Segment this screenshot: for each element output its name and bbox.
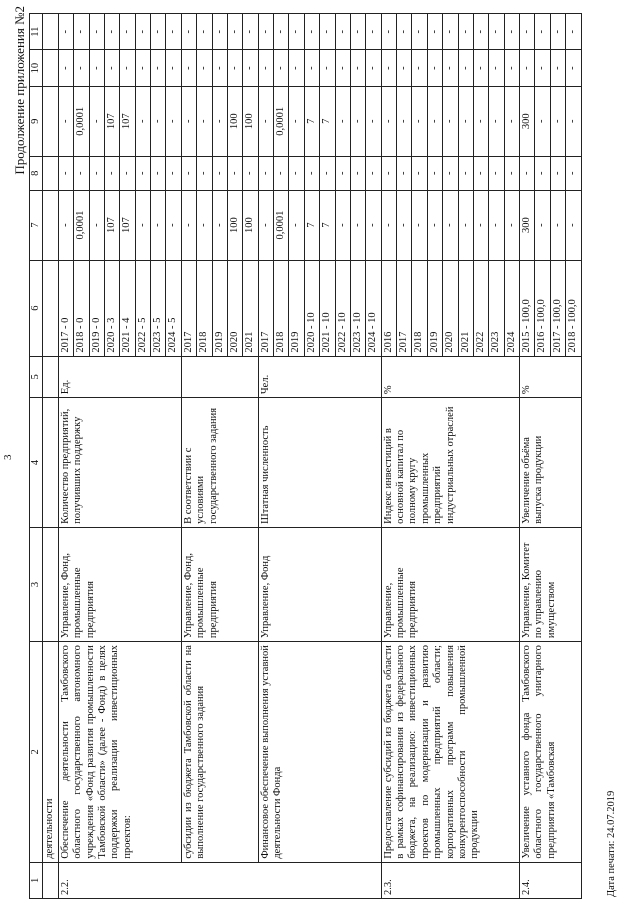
funding-value: - (504, 50, 519, 86)
column-header: 1 (30, 862, 43, 898)
funding-value: 0,0001 (74, 190, 89, 260)
funding-value: - (166, 86, 181, 156)
year-value: 2020 (227, 260, 242, 356)
funding-value: - (412, 156, 427, 190)
funding-value: - (427, 86, 442, 156)
responsible-executor: Управление, Фонд, промышленные предприятия (181, 527, 258, 641)
funding-value: 0,0001 (274, 190, 289, 260)
column-header: 8 (30, 156, 43, 190)
year-value: 2017 - 0 (58, 260, 73, 356)
funding-value: - (58, 86, 73, 156)
funding-value: - (550, 14, 565, 50)
funding-value: - (58, 14, 73, 50)
funding-value: - (135, 50, 150, 86)
funding-value: - (550, 50, 565, 86)
header-row (30, 14, 43, 899)
activity-name: Предоставление субсидий из бюджета области в рамках софинансирования из федерального бюджета, на реализацию: инвестиционных проектов по модернизации и развитию промышленных предприятий области; корпоративных программ повышения конкурентоспособности промышленной продукции (381, 642, 519, 863)
funding-value: - (258, 156, 273, 190)
activity-name: субсидии из бюджета Тамбовской области на выполнение государственного задания (181, 642, 258, 863)
funding-value: - (227, 14, 242, 50)
year-value: 2024 - 10 (366, 260, 381, 356)
column-header: 11 (30, 14, 43, 50)
year-value: 2018 (412, 260, 427, 356)
year-value: 2019 (289, 260, 304, 356)
funding-value: - (151, 50, 166, 86)
funding-value: - (58, 50, 73, 86)
funding-value: - (135, 14, 150, 50)
unit-of-measure: % (381, 356, 519, 398)
year-value: 2024 - 5 (166, 260, 181, 356)
year-value: 2020 - 10 (304, 260, 319, 356)
funding-value: - (181, 14, 196, 50)
funding-value: - (135, 156, 150, 190)
funding-value: - (227, 50, 242, 86)
funding-value: - (181, 86, 196, 156)
year-value: 2023 - 5 (151, 260, 166, 356)
funding-value: - (566, 86, 581, 156)
funding-value: - (166, 190, 181, 260)
table-body (43, 14, 581, 899)
page-number: 3 (2, 454, 14, 460)
appendix-subtitle: Продолжение приложения №2 (12, 6, 27, 175)
year-value: 2022 - 5 (135, 260, 150, 356)
funding-value: - (397, 14, 412, 50)
indicator-name: Индекс инвестиций в основной капитал по полному кругу промышленных предприятий индустриальных отраслей (381, 398, 519, 528)
funding-value: 107 (120, 190, 135, 260)
funding-value: - (473, 190, 488, 260)
funding-value: - (535, 14, 550, 50)
year-value: 2019 - 0 (89, 260, 104, 356)
funding-value: - (212, 50, 227, 86)
funding-value: - (181, 156, 196, 190)
funding-value: - (350, 50, 365, 86)
funding-value: - (135, 190, 150, 260)
funding-value: - (427, 156, 442, 190)
year-value: 2019 (427, 260, 442, 356)
table-row (520, 14, 535, 899)
funding-value: - (335, 86, 350, 156)
funding-value: - (504, 156, 519, 190)
indicator-name: Количество предприятий, получивших поддержку (58, 398, 181, 528)
funding-value: - (320, 50, 335, 86)
funding-value: - (274, 156, 289, 190)
column-header: 7 (30, 190, 43, 260)
funding-value: - (197, 50, 212, 86)
year-value: 2023 - 10 (350, 260, 365, 356)
funding-value: - (212, 156, 227, 190)
funding-value: - (443, 190, 458, 260)
year-value: 2022 - 10 (335, 260, 350, 356)
funding-value: - (504, 14, 519, 50)
column-header: 4 (30, 398, 43, 528)
unit-of-measure: % (520, 356, 582, 398)
funding-value: - (166, 14, 181, 50)
funding-value: - (289, 86, 304, 156)
funding-value: - (366, 14, 381, 50)
indicator-name: Увеличение объёма выпуска продукции (520, 398, 582, 528)
funding-value: 7 (304, 86, 319, 156)
funding-value: - (397, 190, 412, 260)
unit-of-measure (181, 356, 258, 398)
funding-value: - (320, 156, 335, 190)
funding-value: - (412, 190, 427, 260)
funding-value: 107 (104, 190, 119, 260)
funding-value: - (566, 14, 581, 50)
funding-value: - (151, 190, 166, 260)
item-number: 2.3. (381, 862, 519, 898)
funding-value: - (566, 156, 581, 190)
table-row (381, 14, 396, 899)
funding-value: - (274, 50, 289, 86)
funding-value: - (151, 86, 166, 156)
funding-value: 107 (104, 86, 119, 156)
funding-value: - (412, 50, 427, 86)
funding-value: - (181, 190, 196, 260)
continued-text: деятельности (43, 642, 58, 863)
funding-value: - (520, 14, 535, 50)
activity-name: Финансовое обеспечение выполнения уставной деятельности Фонда (258, 642, 381, 863)
funding-value: - (473, 156, 488, 190)
funding-value: - (566, 50, 581, 86)
item-number: 2.2. (58, 862, 381, 898)
funding-value: - (258, 190, 273, 260)
funding-value: - (335, 50, 350, 86)
funding-value: - (550, 156, 565, 190)
year-value: 2018 - 0 (74, 260, 89, 356)
funding-value: 107 (120, 86, 135, 156)
funding-value: - (258, 14, 273, 50)
funding-value: - (120, 14, 135, 50)
responsible-executor: Управление, Комитет по управлению имуществом (520, 527, 582, 641)
year-value: 2018 - 100,0 (566, 260, 581, 356)
funding-value: - (535, 190, 550, 260)
column-header: 9 (30, 86, 43, 156)
funding-value: 7 (320, 190, 335, 260)
funding-value: - (535, 50, 550, 86)
funding-value: - (566, 190, 581, 260)
year-value: 2021 (243, 260, 258, 356)
year-value: 2016 - 100,0 (535, 260, 550, 356)
funding-value: - (473, 14, 488, 50)
year-value: 2015 - 100,0 (520, 260, 535, 356)
funding-value: - (89, 156, 104, 190)
funding-value: - (197, 86, 212, 156)
funding-value: - (504, 190, 519, 260)
funding-value: - (458, 86, 473, 156)
year-value: 2016 (381, 260, 396, 356)
funding-value: 100 (227, 190, 242, 260)
funding-value: - (489, 50, 504, 86)
funding-value: - (258, 50, 273, 86)
funding-value: - (458, 190, 473, 260)
funding-value: - (381, 86, 396, 156)
funding-value: - (120, 50, 135, 86)
funding-value: - (289, 14, 304, 50)
funding-value: - (366, 50, 381, 86)
funding-value: - (135, 86, 150, 156)
column-header: 3 (30, 527, 43, 641)
year-value: 2023 (489, 260, 504, 356)
funding-value: - (458, 156, 473, 190)
funding-value: 100 (243, 86, 258, 156)
funding-value: - (212, 86, 227, 156)
activity-name: Обеспечение деятельности Тамбовского областного государственного автономного учреждения «Фонд развития промышленности Тамбовской области» (далее - Фонд) в целях поддержки реализации инвестиционных проектов: (58, 642, 181, 863)
year-value: 2021 (458, 260, 473, 356)
funding-value: 0,0001 (274, 86, 289, 156)
funding-value: - (258, 86, 273, 156)
funding-value: - (504, 86, 519, 156)
year-value: 2020 - 3 (104, 260, 119, 356)
funding-value: - (89, 190, 104, 260)
table-row (181, 14, 196, 899)
funding-value: - (366, 86, 381, 156)
unit-of-measure: Чел. (258, 356, 381, 398)
funding-value: - (304, 156, 319, 190)
column-header: 10 (30, 50, 43, 86)
funding-value: - (304, 14, 319, 50)
funding-value: - (443, 156, 458, 190)
funding-value: - (381, 190, 396, 260)
funding-value: - (489, 86, 504, 156)
funding-value: - (335, 14, 350, 50)
funding-value: - (74, 156, 89, 190)
funding-value: - (427, 50, 442, 86)
funding-value: - (473, 50, 488, 86)
funding-value: - (520, 50, 535, 86)
funding-value: - (520, 156, 535, 190)
year-value: 2019 (212, 260, 227, 356)
funding-value: - (350, 156, 365, 190)
year-value: 2017 (258, 260, 273, 356)
funding-value: - (274, 14, 289, 50)
table-row (58, 14, 73, 899)
funding-value: - (443, 86, 458, 156)
funding-value: - (89, 86, 104, 156)
funding-value: - (197, 14, 212, 50)
table-row (258, 14, 273, 899)
column-header: 6 (30, 260, 43, 356)
funding-value: - (427, 14, 442, 50)
funding-value: - (412, 14, 427, 50)
funding-value: - (243, 156, 258, 190)
funding-value: - (489, 156, 504, 190)
column-header: 5 (30, 356, 43, 398)
funding-value: - (74, 50, 89, 86)
funding-value: - (427, 190, 442, 260)
funding-value: - (74, 14, 89, 50)
funding-value: - (335, 156, 350, 190)
funding-value: - (166, 156, 181, 190)
funding-value: - (397, 50, 412, 86)
funding-value: - (458, 50, 473, 86)
year-value: 2017 - 100,0 (550, 260, 565, 356)
indicator-name: Штатная численность (258, 398, 381, 528)
funding-value: - (58, 190, 73, 260)
funding-value: - (535, 156, 550, 190)
funding-value: - (197, 156, 212, 190)
funding-value: - (366, 190, 381, 260)
funding-value: - (104, 14, 119, 50)
responsible-executor: Управление, Фонд, промышленные предприятия (58, 527, 181, 641)
funding-value: - (151, 14, 166, 50)
funding-value: - (289, 50, 304, 86)
funding-value: - (212, 14, 227, 50)
year-value: 2021 - 10 (320, 260, 335, 356)
table-row (43, 14, 58, 899)
funding-value: - (381, 14, 396, 50)
funding-value: - (212, 190, 227, 260)
funding-value: - (320, 14, 335, 50)
year-value: 2017 (181, 260, 196, 356)
funding-value: - (550, 86, 565, 156)
funding-value: - (489, 190, 504, 260)
print-date: Дата печати: 24.07.2019 (606, 790, 617, 897)
item-number: 2.4. (520, 862, 582, 898)
funding-value: - (350, 86, 365, 156)
responsible-executor: Управление, Фонд (258, 527, 381, 641)
funding-value: - (535, 86, 550, 156)
funding-value: - (227, 156, 242, 190)
funding-value: - (89, 14, 104, 50)
column-header: 2 (30, 642, 43, 863)
funding-value: - (350, 14, 365, 50)
funding-value: - (397, 86, 412, 156)
funding-value: 100 (227, 86, 242, 156)
funding-value: - (151, 156, 166, 190)
funding-value: - (473, 86, 488, 156)
funding-value: - (243, 50, 258, 86)
program-table (29, 13, 582, 899)
year-value: 2020 (443, 260, 458, 356)
funding-value: - (366, 156, 381, 190)
funding-value: - (335, 190, 350, 260)
indicator-name: В соответствии с условиями государственного задания (181, 398, 258, 528)
year-value: 2021 - 4 (120, 260, 135, 356)
funding-value: - (489, 14, 504, 50)
funding-value: - (443, 14, 458, 50)
funding-value: - (289, 156, 304, 190)
funding-value: - (181, 50, 196, 86)
funding-value: 300 (520, 86, 535, 156)
funding-value: - (120, 156, 135, 190)
funding-value: - (104, 156, 119, 190)
funding-value: 300 (520, 190, 535, 260)
funding-value: - (458, 14, 473, 50)
year-value: 2022 (473, 260, 488, 356)
year-value: 2017 (397, 260, 412, 356)
funding-value: - (89, 50, 104, 86)
funding-value: - (443, 50, 458, 86)
funding-value: 7 (304, 190, 319, 260)
funding-value: - (397, 156, 412, 190)
funding-value: - (412, 86, 427, 156)
funding-value: - (197, 190, 212, 260)
funding-value: 0,0001 (74, 86, 89, 156)
year-value: 2018 (197, 260, 212, 356)
funding-value: - (381, 156, 396, 190)
funding-value: 100 (243, 190, 258, 260)
funding-value: - (58, 156, 73, 190)
funding-value: - (243, 14, 258, 50)
funding-value: - (550, 190, 565, 260)
year-value: 2024 (504, 260, 519, 356)
funding-value: - (381, 50, 396, 86)
funding-value: - (104, 50, 119, 86)
funding-value: - (350, 190, 365, 260)
year-value: 2018 (274, 260, 289, 356)
funding-value: - (289, 190, 304, 260)
funding-value: - (166, 50, 181, 86)
activity-name: Увеличение уставного фонда Тамбовского областного государственного унитарного предприятия «Тамбовская (520, 642, 582, 863)
funding-value: 7 (320, 86, 335, 156)
funding-value: - (304, 50, 319, 86)
responsible-executor: Управление, промышленные предприятия (381, 527, 519, 641)
unit-of-measure: Ед. (58, 356, 181, 398)
